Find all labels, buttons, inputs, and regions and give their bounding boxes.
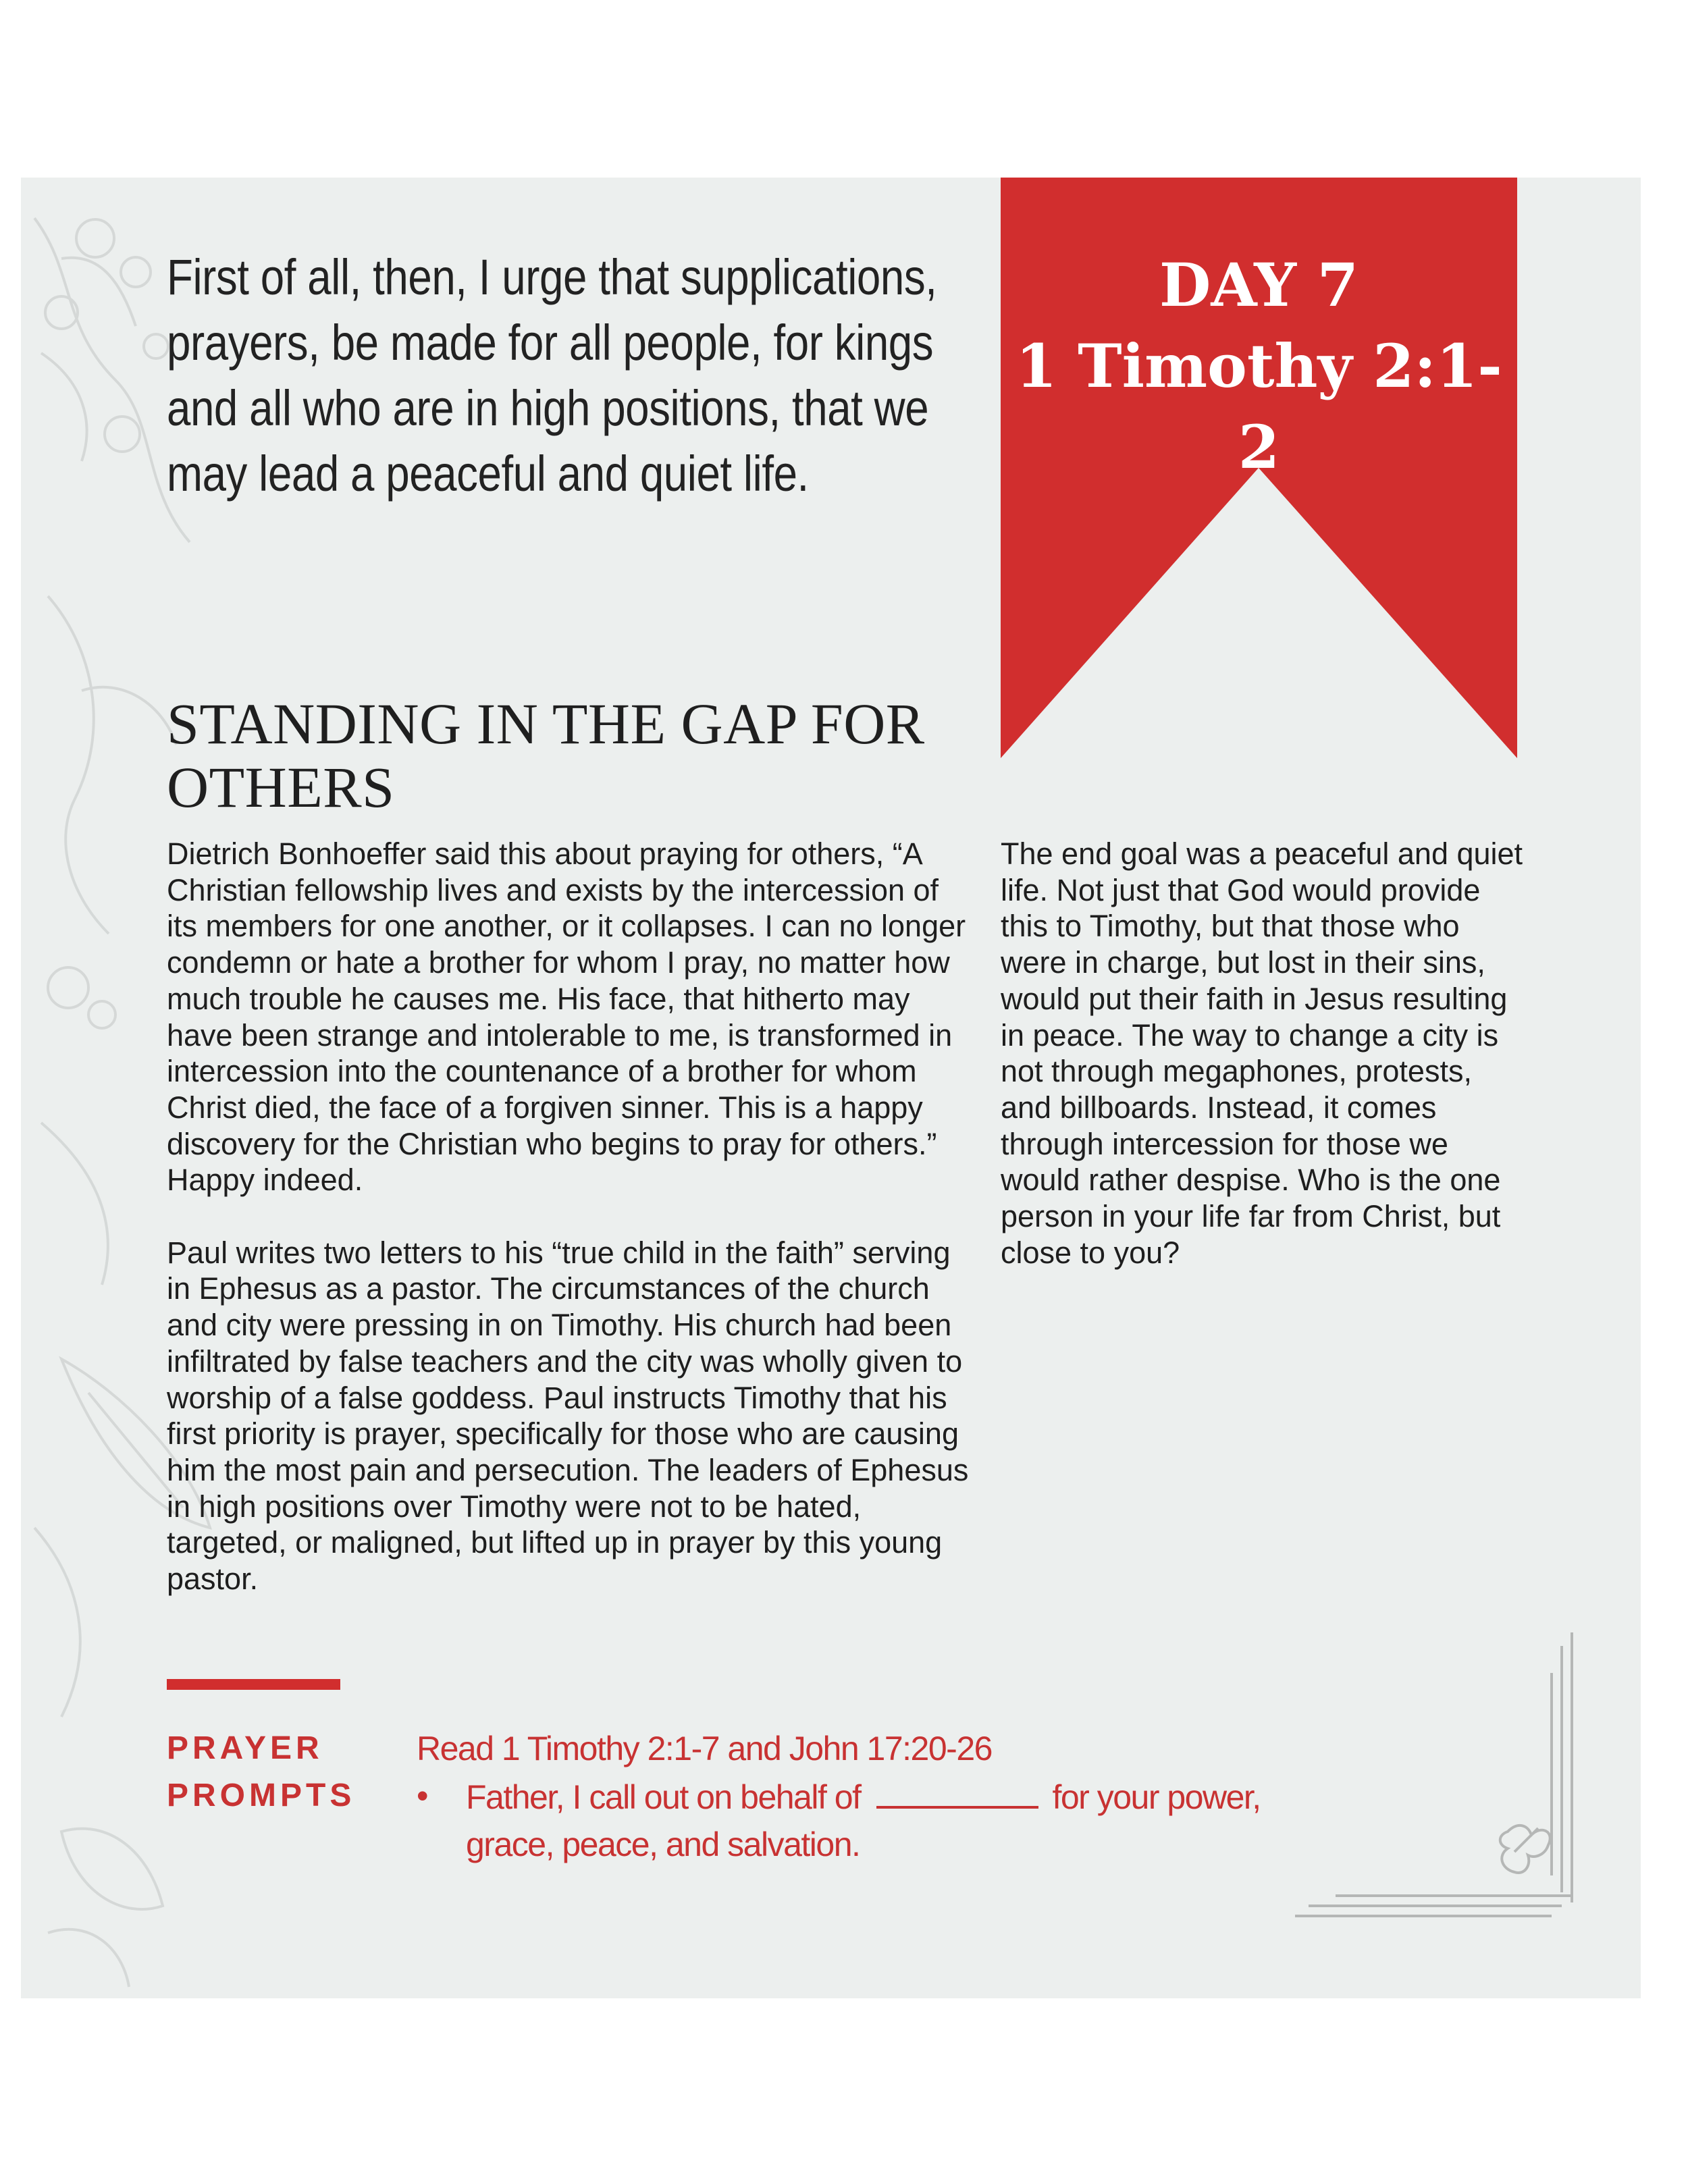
- section-title-line: STANDING IN THE GAP FOR: [167, 691, 925, 756]
- day-number: DAY 7: [1159, 250, 1359, 320]
- scripture-verse: [167, 244, 980, 506]
- prayer-prompt-item: [466, 1772, 1344, 1868]
- bullet-icon: •: [417, 1777, 429, 1815]
- scripture-reference: 1 Timothy 2:1-2: [1016, 331, 1502, 482]
- verse-line: First of all, then, I urge that supplications,: [167, 249, 937, 305]
- day-heading: [1001, 244, 1517, 487]
- section-title-line: OTHERS: [167, 755, 395, 820]
- body-paragraph: Paul writes two letters to his “true child in the faith” serving in Ephesus as a pastor. The circumstances of the church and city were pressing in on Timothy. His church had been infiltrated by false teachers and the city was wholly given to worship of a false goddess. Paul instructs Timothy that his first priority is prayer, specifically for those who are causing him the most pain and persecution. The leaders of Ephesus in high positions over Timothy were not to be hated, targeted, or maligned, but lifted up in prayer by this young pastor.: [167, 1235, 969, 1597]
- body-column-left: [167, 836, 970, 1597]
- corner-ornament-icon: [1295, 1632, 1585, 1928]
- body-paragraph: The end goal was a peaceful and quiet life. Not just that God would provide this to Timothy, but that those who were in charge, but lost in their sins, would put their faith in Jesus resulting in peace. The way to change a city is not through megaphones, protests, and billboards. Instead, it comes through intercession for those we would rather despise. Who is the one person in your life far from Christ, but close to you?: [1001, 836, 1523, 1270]
- prompt-text-line2: grace, peace, and salvation.: [466, 1826, 860, 1863]
- prompt-text-after: for your power,: [1052, 1778, 1261, 1816]
- verse-line: and all who are in high positions, that we: [167, 380, 929, 436]
- body-paragraph: Dietrich Bonhoeffer said this about praying for others, “A Christian fellowship lives and exists by the intercession of its members for one another, or it collapses. I can no longer condemn or hate a brother for whom I pray, no matter how much trouble he causes me. His face, that hitherto may have been strange and intolerable to me, is transformed in intercession into the countenance of a brother for whom Christ died, the face of a forgiven sinner. This is a happy discovery for the Christian who begins to pray for others.” Happy indeed.: [167, 836, 966, 1198]
- accent-divider: [167, 1679, 340, 1690]
- body-column-right: [1001, 836, 1527, 1271]
- verse-line: may lead a peaceful and quiet life.: [167, 446, 809, 502]
- reading-assignment: Read 1 Timothy 2:1-7 and John 17:20-26: [417, 1730, 992, 1767]
- prompts-label-line: PRAYER: [167, 1730, 323, 1766]
- fill-in-blank[interactable]: [876, 1772, 1038, 1809]
- prayer-prompts-label: [167, 1725, 396, 1819]
- prompts-label-line: PROMPTS: [167, 1778, 356, 1813]
- section-title: [167, 692, 1004, 819]
- prompt-text-before: Father, I call out on behalf of: [466, 1778, 861, 1816]
- verse-line: prayers, be made for all people, for kings: [167, 315, 934, 371]
